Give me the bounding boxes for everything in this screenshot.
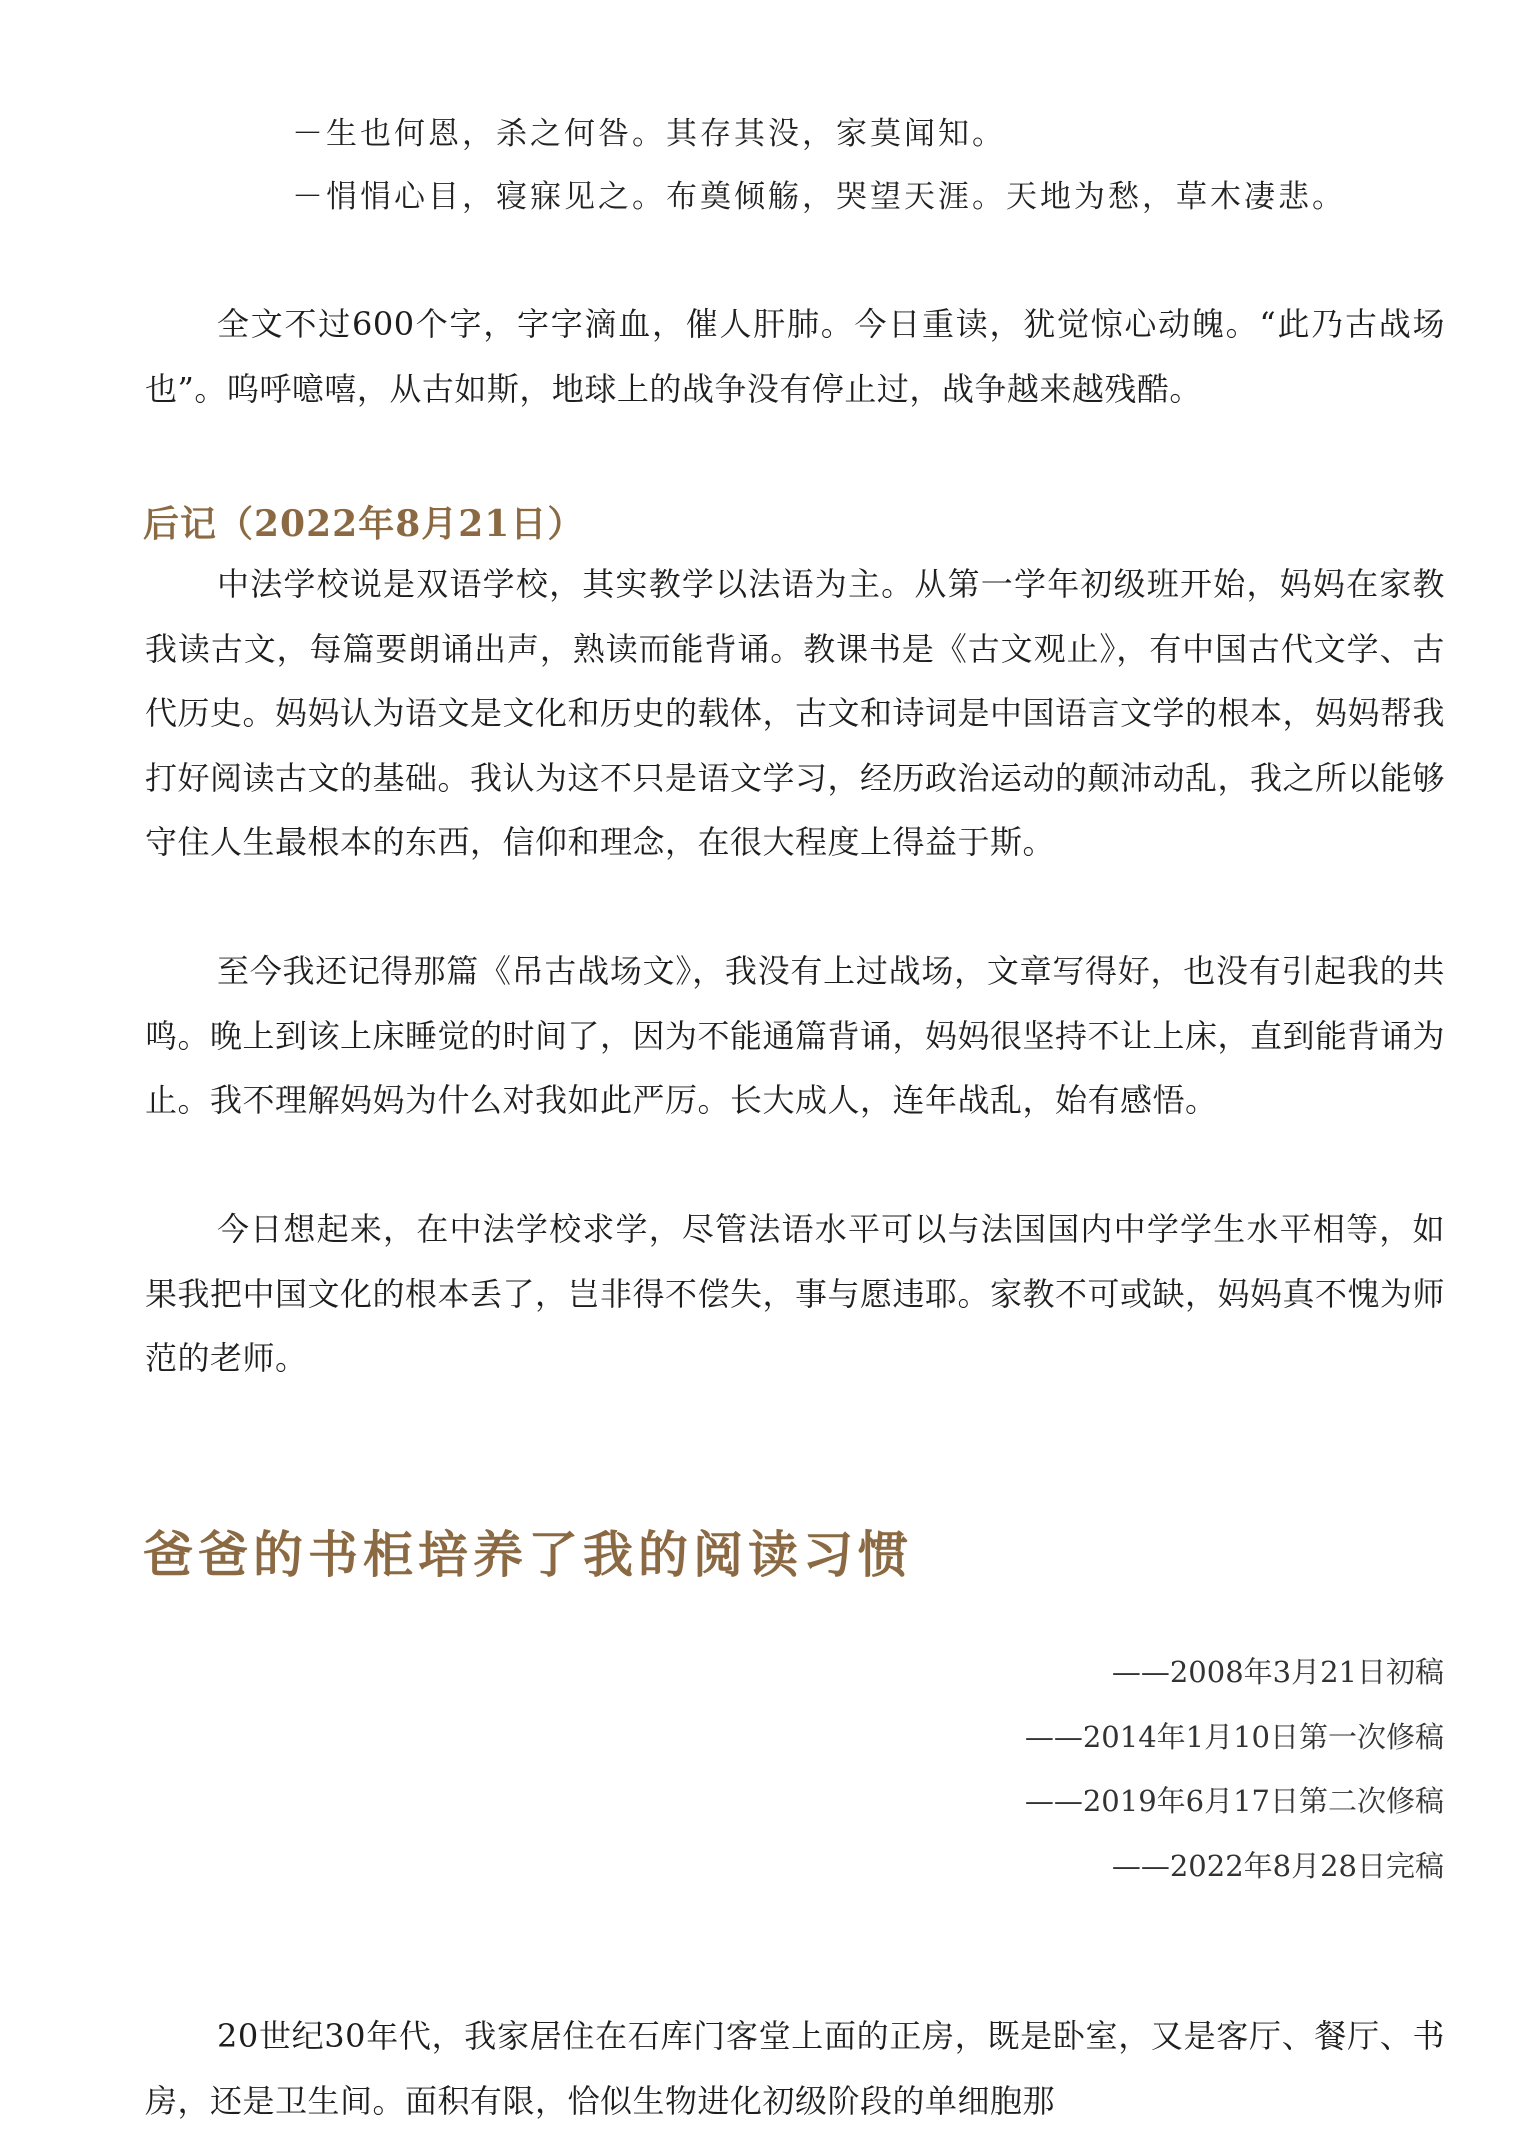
intro-paragraph: 全文不过600个字，字字滴血，催人肝肺。今日重读，犹觉惊心动魄。“此乃古战场也”。呜呼噫嘻，从古如斯，地球上的战争没有停止过，战争越来越残酷。 <box>145 305 1445 408</box>
revision-line-1: ——2008年3月21日初稿 <box>1111 1655 1444 1689</box>
chapter-opening-paragraph: 20世纪30年代，我家居住在石库门客堂上面的正房，既是卧室，又是客厅、餐厅、书房，还是卫生间。面积有限，恰似生物进化初级阶段的单细胞那 <box>145 2017 1445 2120</box>
afterword-paragraph-3: 今日想起来，在中法学校求学，尽管法语水平可以与法国国内中学学生水平相等，如果我把中国文化的根本丢了，岂非得不偿失，事与愿违耶。家教不可或缺，妈妈真不愧为师范的老师。 <box>145 1210 1446 1377</box>
revision-line-2: ——2014年1月10日第一次修稿 <box>1024 1719 1444 1754</box>
afterword-heading: 后记（2022年8月21日） <box>143 503 585 545</box>
revision-line-4: ——2022年8月28日完稿 <box>1111 1848 1444 1883</box>
afterword-paragraph-1: 中法学校说是双语学校，其实教学以法语为主。从第一学年初级班开始，妈妈在家教我读古文，每篇要朗诵出声，熟读而能背诵。教课书是《古文观止》，有中国古代文学、古代历史。妈妈认为语文是文化和历史的载体，古文和诗词是中国语言文学的根本，妈妈帮我打好阅读古文的基础。我认为这不只是语文学习，经历政治运动的颠沛动乱，我之所以能够守住人生最根本的东西，信仰和理念，在很大程度上得益于斯。 <box>145 565 1446 861</box>
revision-line-3: ——2019年6月17日第二次修稿 <box>1024 1784 1444 1818</box>
quote-line-2: －悁悁心目，寝寐见之。布奠倾觞，哭望天涯。天地为愁，草木凄悲。 <box>292 179 1346 215</box>
quote-line-1: －生也何恩，杀之何咎。其存其没，家莫闻知。 <box>292 116 1006 152</box>
revision-history <box>1025 1640 1444 1898</box>
chapter-title: 爸爸的书柜培养了我的阅读习惯 <box>143 1525 913 1584</box>
afterword-paragraph-2: 至今我还记得那篇《吊古战场文》，我没有上过战场，文章写得好，也没有引起我的共鸣。晚上到该上床睡觉的时间了，因为不能通篇背诵，妈妈很坚持不让上床，直到能背诵为止。我不理解妈妈为什么对我如此严厉。长大成人，连年战乱，始有感悟。 <box>145 952 1446 1119</box>
